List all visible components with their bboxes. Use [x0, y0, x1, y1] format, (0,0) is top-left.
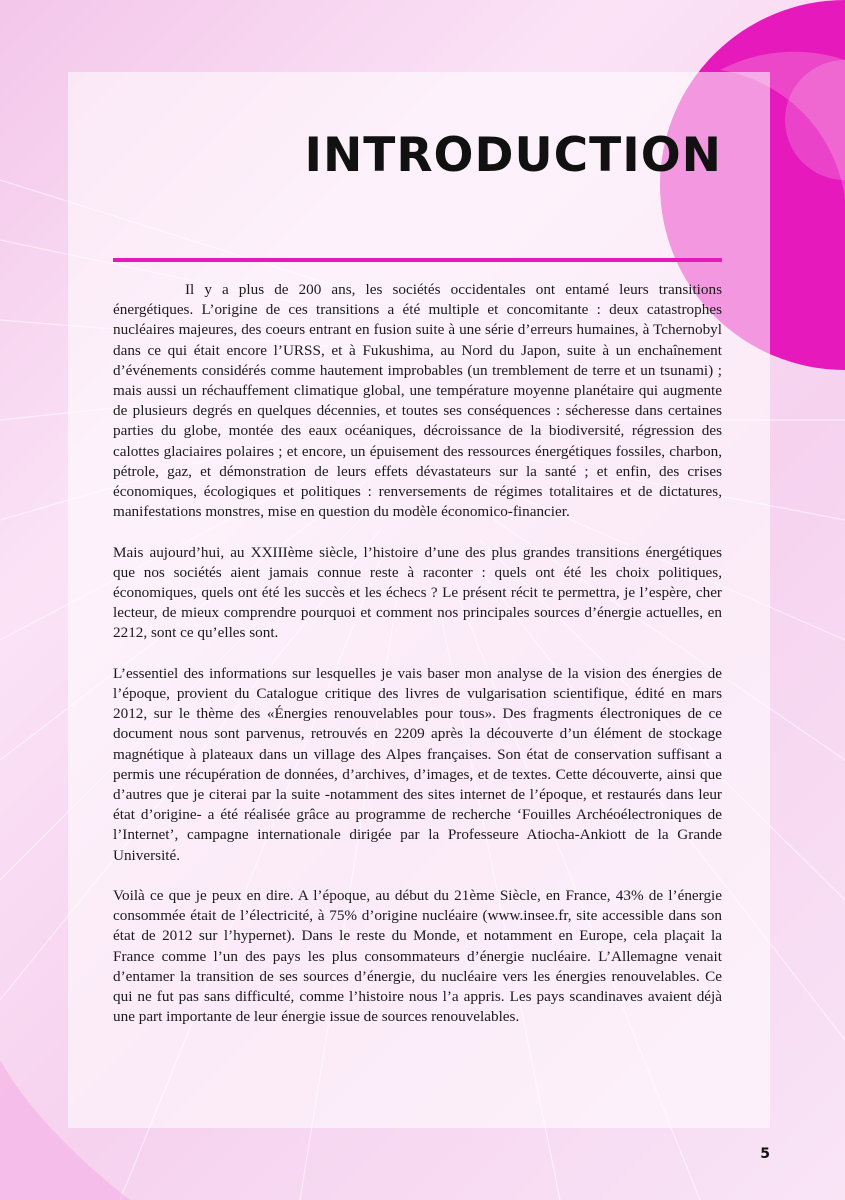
- paragraph-2: Mais aujourd’hui, au XXIIIème siècle, l’histoire d’une des plus grandes transitions énergétiques que nos sociétés aient jamais connue reste à raconter : quels ont été les choix politiques, économiques, quels ont été les succès et les échecs ? Le présent récit te permettra, je l’espère, cher lecteur, de mieux comprendre pourquoi et comment nos principales sources d’énergie actuelles, en 2212, sont ce qu’elles sont.: [113, 543, 722, 642]
- page-title: INTRODUCTION: [304, 128, 722, 183]
- title-underline: [113, 258, 722, 262]
- body-text: [113, 280, 722, 1048]
- paragraph-4: Voilà ce que je peux en dire. A l’époque, au début du 21ème Siècle, en France, 43% de l’énergie consommée était de l’électricité, à 75% d’origine nucléaire (www.insee.fr, site accessible dans son état de 2012 sur l’hypernet). Dans le reste du Monde, et notamment en Europe, cela plaçait la France comme l’un des pays les plus consommateurs d’énergie nucléaire. L’Allemagne venait d’entamer la transition de ses sources d’énergie, du nucléaire vers les énergies renouvelables. Ce qui ne fut pas sans difficulté, comme l’histoire nous l’a appris. Les pays scandinaves avaient déjà une part importante de leur énergie issue de sources renouvelables.: [113, 887, 722, 1026]
- page-number: 5: [760, 1146, 770, 1162]
- paragraph-1: Il y a plus de 200 ans, les sociétés occidentales ont entamé leurs transitions énergétiques. L’origine de ces transitions a été multiple et concomitante : deux catastrophes nucléaires majeures, des coeurs entrant en fusion suite à une série d’erreurs humaines, à Tchernobyl dans ce qui était encore l’URSS, et à Fukushima, au Nord du Japon, suite à un enchaînement d’événements considérés comme hautement improbables (un tremblement de terre et un tsunami) ; mais aussi un réchauffement climatique global, une température moyenne planétaire qui augmente de plusieurs degrés en quelques décennies, et toutes ses conséquences : sécheresse dans certaines parties du globe, montée des eaux océaniques, décroissance de la biodiversité, régression des calottes glaciaires polaires ; et encore, un épuisement des ressources énergétiques fossiles, charbon, pétrole, gaz, et démonstration de leurs effets dévastateurs sur la santé ; et enfin, des crises économiques, écologiques et politiques : renversements de régimes totalitaires et de dictatures, manifestations monstres, mise en question du modèle économico-financier.: [113, 281, 722, 521]
- paragraph-3: L’essentiel des informations sur lesquelles je vais baser mon analyse de la vision des énergies de l’époque, provient du Catalogue critique des livres de vulgarisation scientifique, édité en mars 2012, sur le thème des «Énergies renouvelables pour tous». Des fragments électroniques de ce document nous sont parvenus, retrouvés en 2209 après la découverte d’un élément de stockage magnétique à plateaux dans un village des Alpes françaises. Son état de conservation suffisant a permis une récupération de données, d’archives, d’images, et de textes. Cette découverte, ainsi que d’autres que je citerai par la suite -notamment des sites internet de l’époque, et restaurés dans leur état d’origine- a été réalisée grâce au programme de recherche ‘Fouilles Archéoélectroniques de l’Internet’, campagne internationale dirigée par la Professeure Atiocha-Ankiott de la Grande Université.: [113, 664, 722, 864]
